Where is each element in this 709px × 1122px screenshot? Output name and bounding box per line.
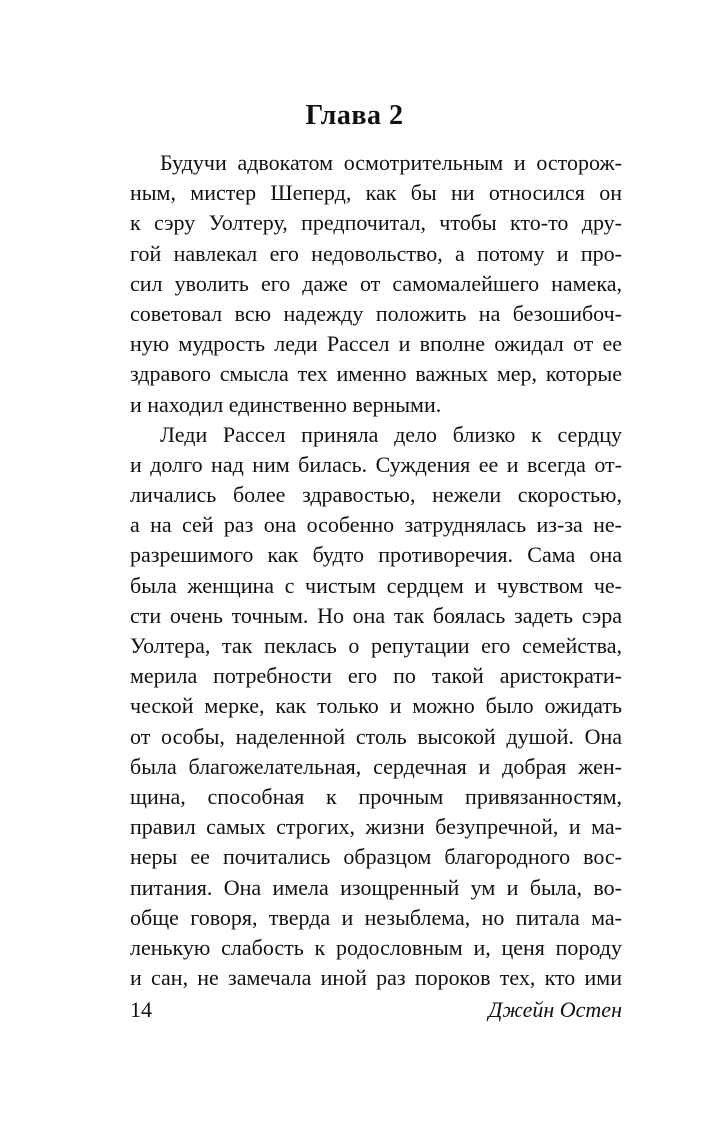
page-footer [130, 993, 622, 1027]
text-line: и находил единственно верными. [130, 391, 442, 417]
text-line: была женщина с чистым сердцем и чувством че- [130, 572, 622, 598]
text-line: щина, способная к прочным привязанностям, [130, 783, 622, 809]
text-line: здравого смысла тех именно важных мер, которые [130, 361, 622, 387]
text-line: ленькую слабость к родословным и, ценя породу [130, 934, 622, 960]
text-line: гой навлекал его недовольство, а потому и про- [130, 240, 622, 266]
text-line: и долго над ним билась. Суждения ее и всегда от- [130, 451, 622, 477]
chapter-title: Глава 2 [305, 100, 404, 131]
text-line: Будучи адвокатом осмотрительным и осторож- [160, 150, 622, 175]
text-line: обще говоря, тверда и незыблема, но питала ма- [130, 904, 622, 930]
text-line: советовал всю надежду положить на безошибоч- [130, 300, 622, 326]
text-line: а на сей раз она особенно затруднялась из-за не- [130, 512, 622, 538]
text-line: неры ее почитались образцом благородного вос- [130, 844, 622, 870]
running-head-author: Джейн Остен [488, 997, 622, 1022]
text-line: мерила потребности его по такой аристократи- [130, 663, 622, 689]
text-line: от особы, наделенной столь высокой душой. Она [130, 723, 622, 749]
text-line: разрешимого как будто противоречия. Сама она [130, 542, 622, 568]
text-line: ным, мистер Шеперд, как бы ни относился он [130, 180, 622, 206]
text-line: правил самых строгих, жизни безупречной, и ма- [130, 814, 622, 840]
text-line: ную мудрость леди Рассел и вполне ожидал от ее [130, 331, 622, 357]
text-line: и сан, не замечала иной раз пороков тех, кто ими [130, 965, 622, 991]
text-line: питания. Она имела изощренный ум и была, во- [130, 874, 622, 900]
text-line: личались более здравостью, нежели скоростью, [130, 482, 622, 508]
page-number: 14 [130, 997, 152, 1022]
text-line: была благожелательная, сердечная и добрая жен- [130, 753, 622, 779]
text-line: сил уволить его даже от самомалейшего намека, [130, 270, 622, 296]
chapter-body-text [130, 148, 622, 993]
text-line: к сэру Уолтеру, предпочитал, чтобы кто-то дру- [130, 210, 622, 236]
text-line: сти очень точным. Но она так боялась задеть сэра [130, 602, 622, 628]
text-line: ческой мерке, как только и можно было ожидать [130, 693, 622, 719]
text-line: Леди Рассел приняла дело близко к сердцу [160, 421, 622, 447]
text-line: Уолтера, так пеклась о репутации его семейства, [130, 633, 622, 658]
